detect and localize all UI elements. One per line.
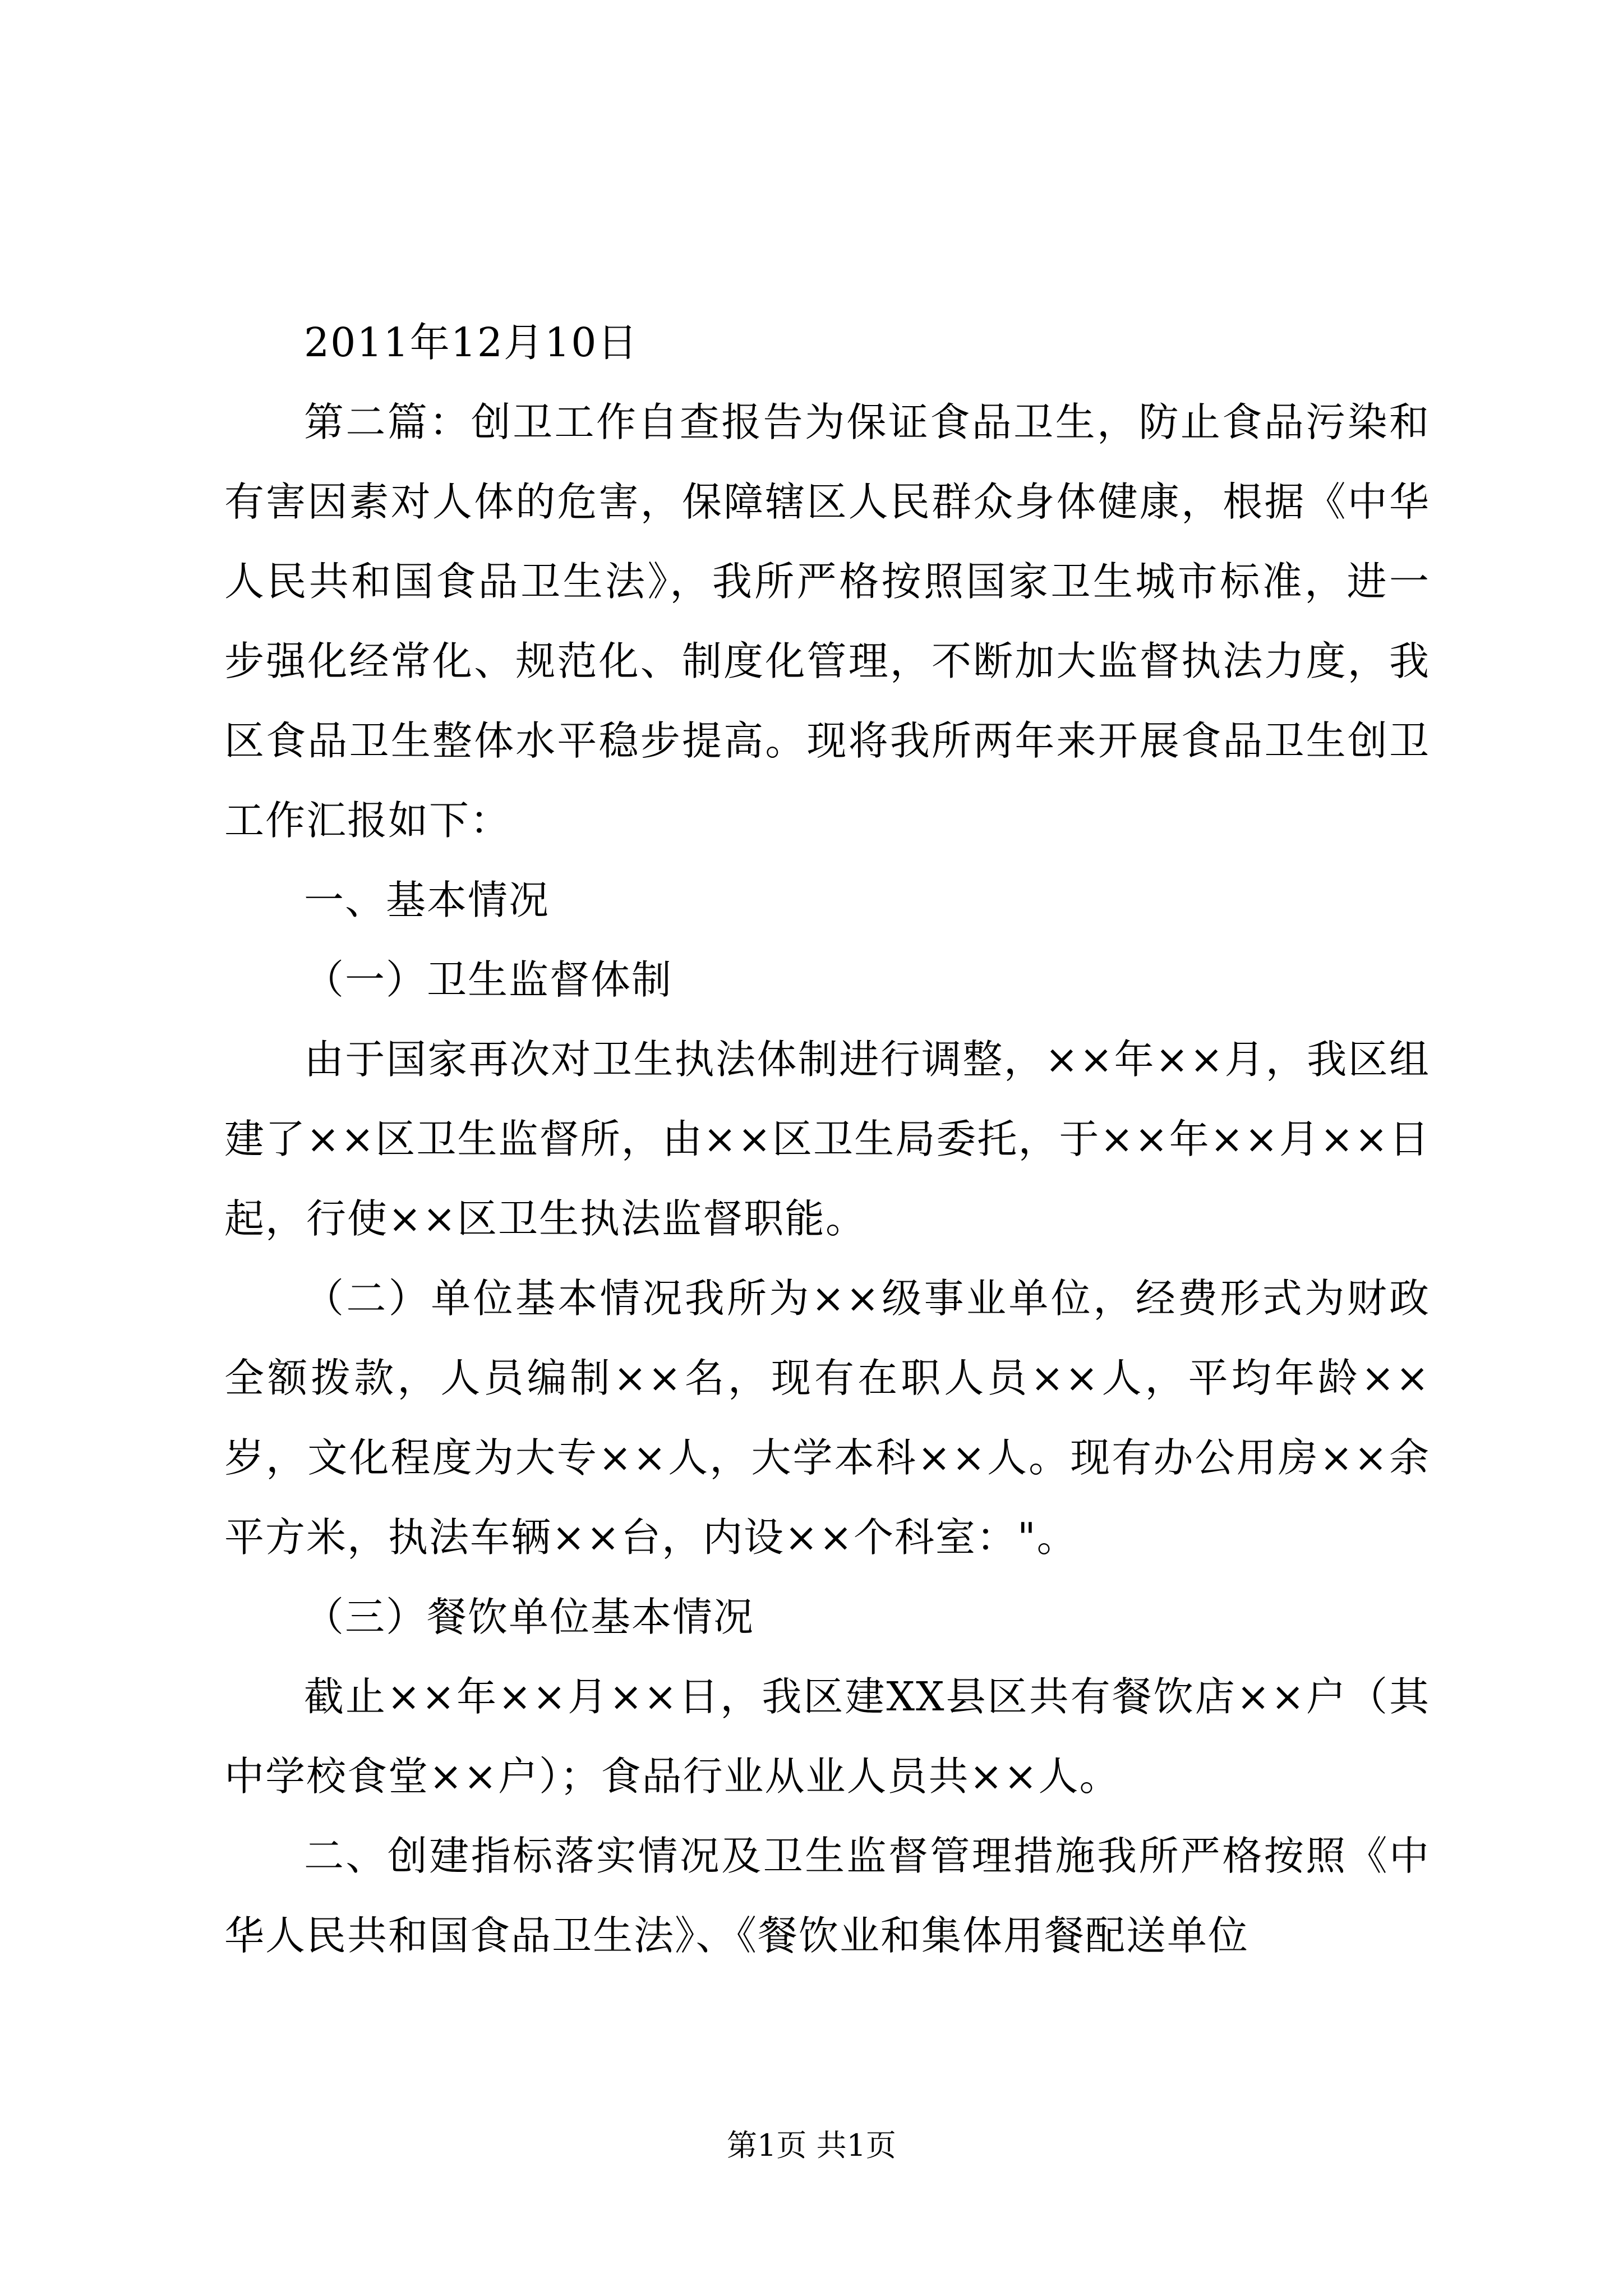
date-line: 2011年12月10日 [304,319,639,366]
page-number-footer: 第1页 共1页 [727,2128,896,2163]
paragraph-catering-units: 截止××年××月××日，我区建XX县区共有餐饮店××户（其中学校食堂××户）；食品行业从业人员共××人。 [224,1673,1430,1800]
paragraph-supervision-system: 由于国家再次对卫生执法体制进行调整，××年××月，我区组建了××区卫生监督所，由××区卫生局委托，于××年××月××日起，行使××区卫生执法监督职能。 [224,1036,1430,1242]
paragraph-unit-basic-situation: （二）单位基本情况我所为××级事业单位，经费形式为财政全额拨款，人员编制××名，现有在职人员××人，平均年龄××岁，文化程度为大专××人，大学本科××人。现有办公用房××余平方米，执法车辆××台，内设××个科室："。 [224,1275,1430,1561]
paragraph-intro: 第二篇：创卫工作自查报告为保证食品卫生，防止食品污染和有害因素对人体的危害，保障辖区人民群众身体健康，根据《中华人民共和国食品卫生法》，我所严格按照国家卫生城市标准，进一步强化经常化、规范化、制度化管理，不断加大监督执法力度，我区食品卫生整体水平稳步提高。现将我所两年来开展食品卫生创卫工作汇报如下： [224,399,1430,844]
section-heading-basic-situation: 一、基本情况 [304,877,550,923]
subsection-heading-supervision-system: （一）卫生监督体制 [304,956,673,1003]
subsection-heading-catering-units: （三）餐饮单位基本情况 [304,1594,755,1640]
paragraph-indicators: 二、创建指标落实情况及卫生监督管理措施我所严格按照《中华人民共和国食品卫生法》、《餐饮业和集体用餐配送单位 [224,1833,1430,1959]
document-body [224,303,1430,1976]
